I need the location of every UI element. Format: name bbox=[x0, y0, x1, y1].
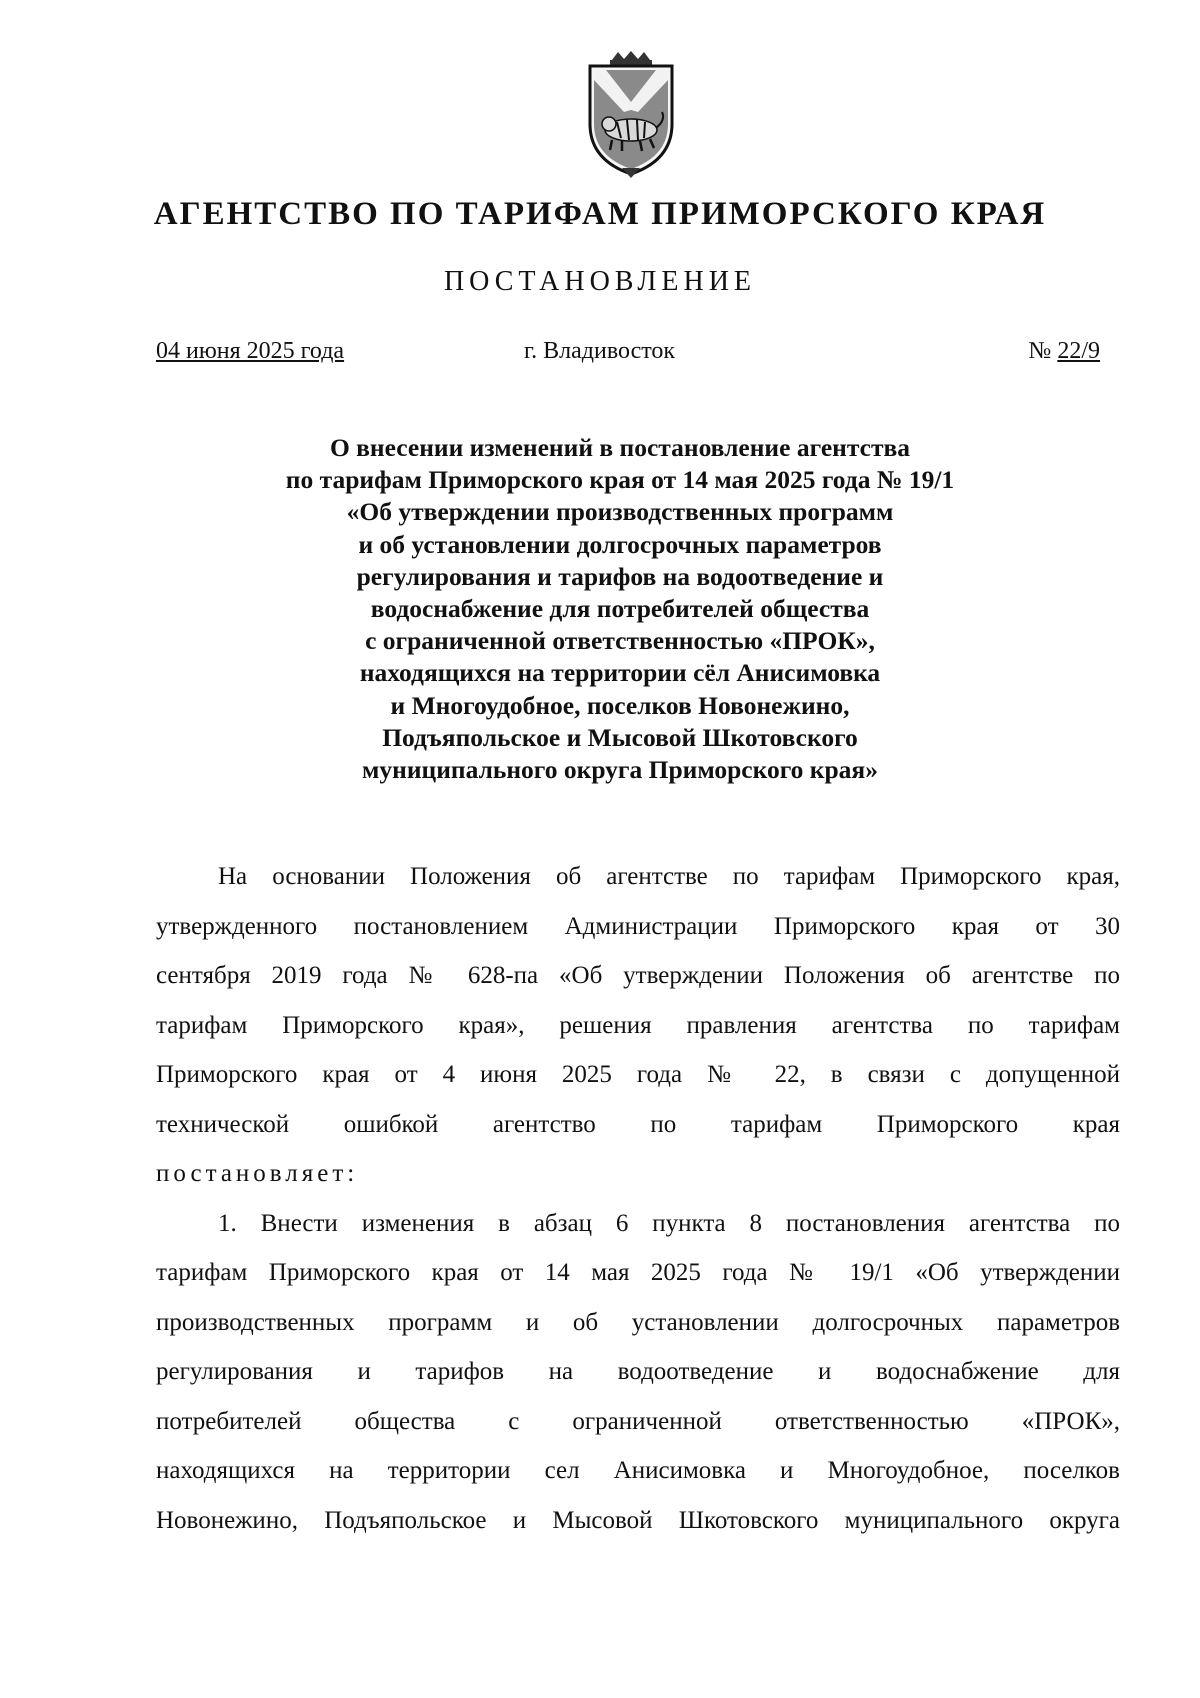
document-date: 04 июня 2025 года bbox=[156, 338, 345, 364]
item1-line: Новонежино, Подъяпольское и Мысовой Шкотовского муниципального округа bbox=[156, 1506, 1120, 1534]
title-line: с ограниченной ответственностью «ПРОК», bbox=[365, 626, 875, 656]
preamble-line: утвержденного постановлением Администрации Приморского края от 30 bbox=[156, 912, 1120, 940]
preamble-line: сентября 2019 года № 628-па «Об утверждении Положения об агентстве по bbox=[156, 962, 1120, 989]
item1-line: производственных программ и об установлении долгосрочных параметров bbox=[156, 1308, 1120, 1336]
document-type: ПОСТАНОВЛЕНИЕ bbox=[443, 266, 757, 297]
title-line: Подъяпольское и Мысовой Шкотовского bbox=[382, 722, 858, 752]
agency-name: АГЕНТСТВО ПО ТАРИФАМ ПРИМОРСКОГО КРАЯ bbox=[153, 196, 1047, 232]
item1-line: тарифам Приморского края от 14 мая 2025 года № 19/1 «Об утверждении bbox=[156, 1259, 1120, 1286]
preamble-line: На основании Положения об агентстве по тарифам Приморского края, bbox=[218, 863, 1120, 890]
item1-line: регулирования и тарифов на водоотведение и водоснабжение для bbox=[156, 1358, 1120, 1385]
item1-line: находящихся на территории сел Анисимовка и Многоудобное, поселков bbox=[156, 1457, 1120, 1484]
preamble-line: тарифам Приморского края», решения правления агентства по тарифам bbox=[156, 1011, 1120, 1039]
title-line: по тарифам Приморского края от 14 мая 2025 года № 19/1 bbox=[285, 465, 955, 495]
title-line: и об установлении долгосрочных параметров bbox=[358, 529, 882, 559]
title-line: и Многоудобное, поселков Новонежино, bbox=[390, 690, 850, 720]
number-value: 22/9 bbox=[1057, 338, 1100, 364]
resolves-word: постановляет: bbox=[156, 1160, 359, 1187]
title-line: регулирования и тарифов на водоотведение и bbox=[356, 561, 884, 591]
document-number bbox=[1028, 338, 1100, 365]
item1-line: 1. Внести изменения в абзац 6 пункта 8 постановления агентства по bbox=[218, 1209, 1120, 1237]
document-title bbox=[200, 432, 1040, 786]
title-line: муниципального округа Приморского края» bbox=[362, 755, 878, 785]
document-body bbox=[156, 852, 1120, 1545]
primorsky-krai-coat-of-arms-icon bbox=[582, 50, 680, 180]
title-line: находящихся на территории сёл Анисимовка bbox=[359, 658, 881, 688]
preamble-line: Приморского края от 4 июня 2025 года № 22, в связи с допущенной bbox=[156, 1061, 1120, 1088]
number-sign: № bbox=[1028, 338, 1052, 364]
title-line: О внесении изменений в постановление агентства bbox=[329, 433, 911, 462]
document-city: г. Владивосток bbox=[524, 338, 676, 364]
title-line: «Об утверждении производственных программ bbox=[346, 497, 894, 527]
item1-line: потребителей общества с ограниченной ответственностью «ПРОК», bbox=[156, 1407, 1120, 1435]
title-line: водоснабжение для потребителей общества bbox=[370, 594, 870, 624]
preamble-line: технической ошибкой агентство по тарифам Приморского края bbox=[156, 1110, 1120, 1138]
